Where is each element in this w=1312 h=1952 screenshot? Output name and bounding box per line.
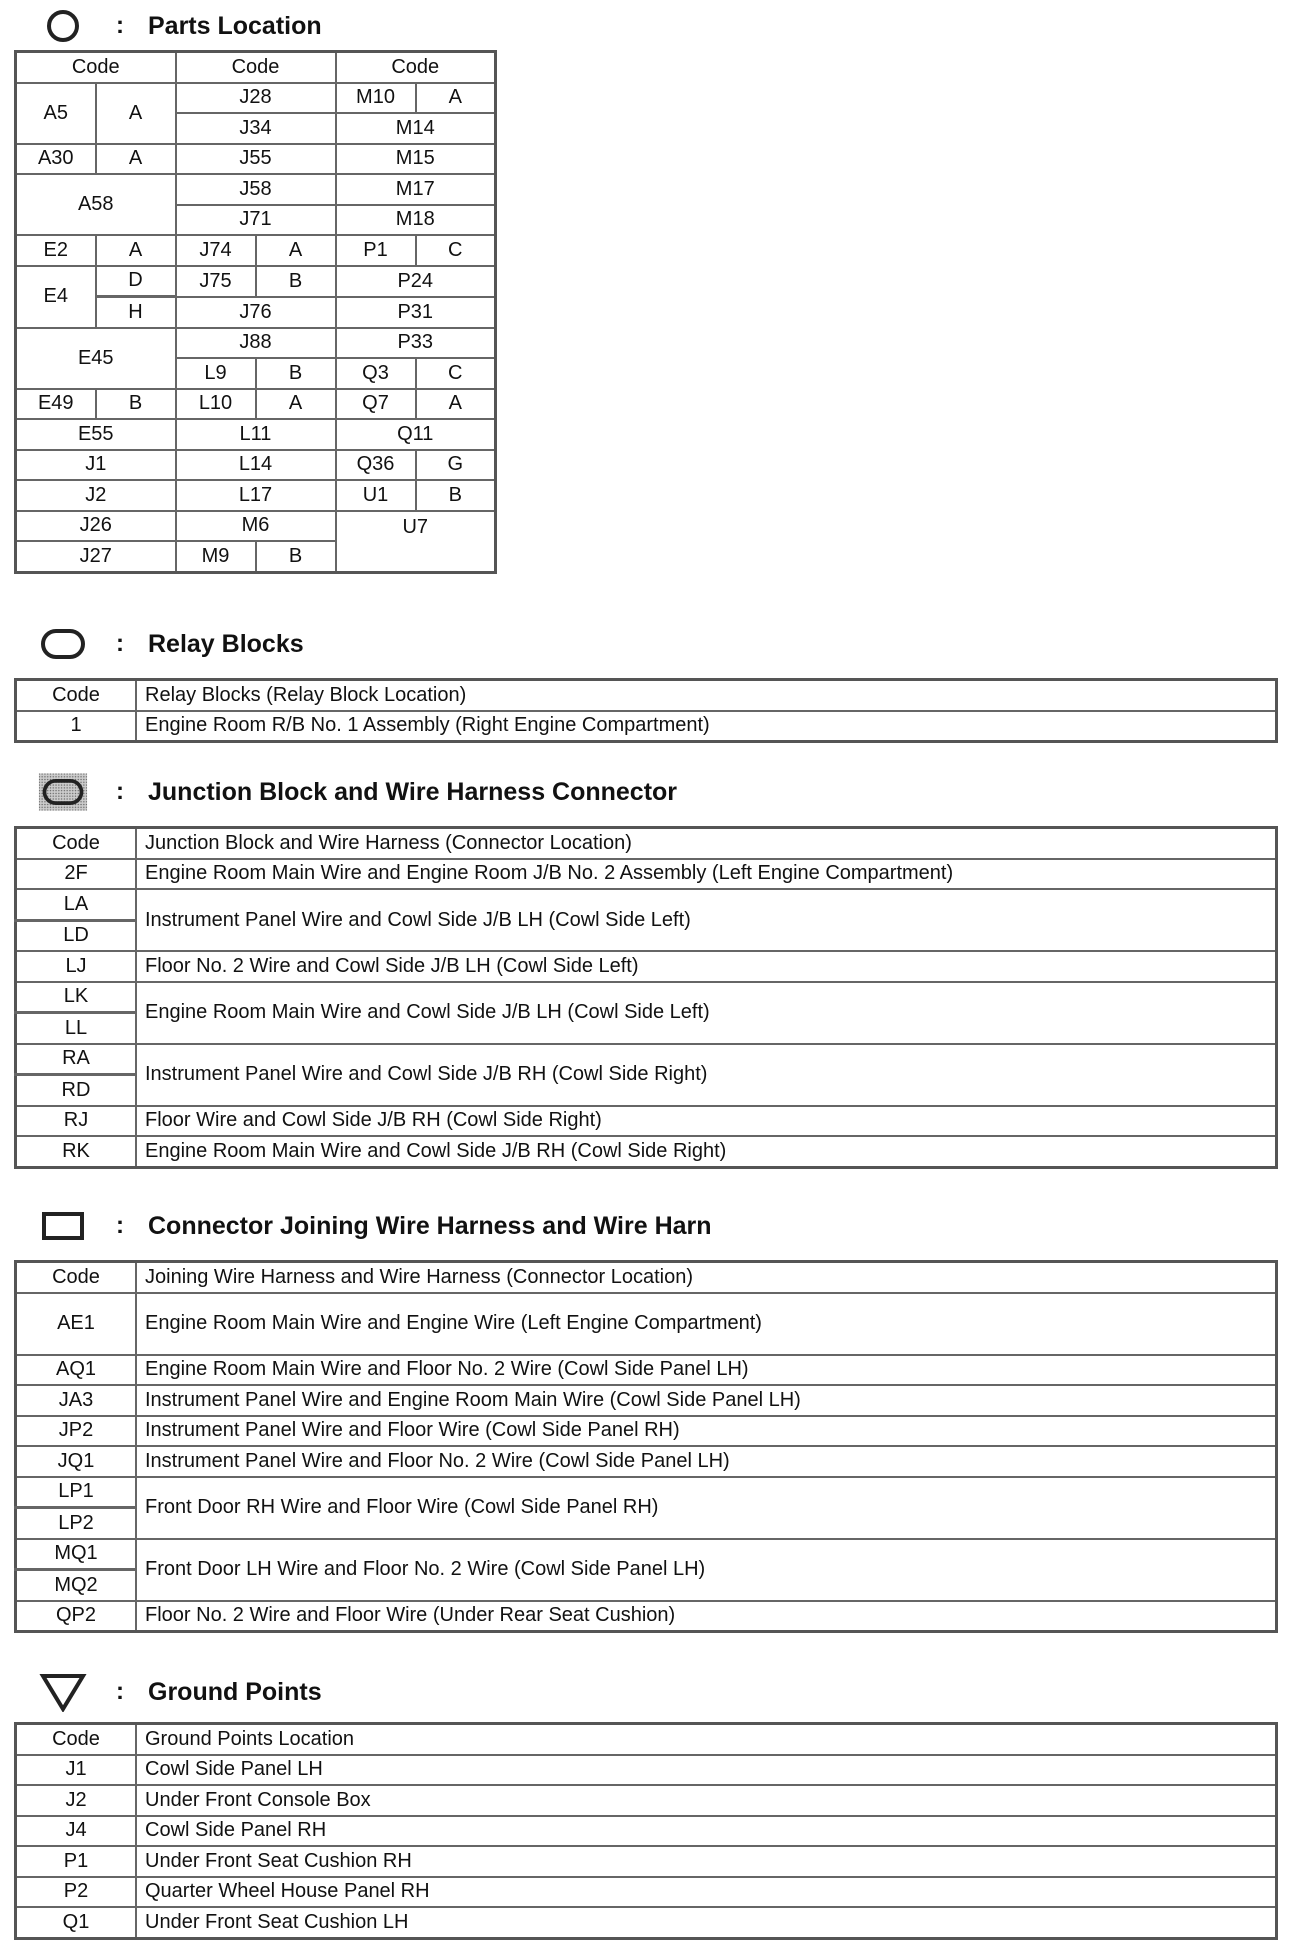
table-row bbox=[16, 828, 1277, 859]
table-row bbox=[16, 680, 1277, 711]
code-cell: JA3 bbox=[16, 1385, 137, 1416]
code-cell: AQ1 bbox=[16, 1355, 137, 1386]
table-row bbox=[16, 1816, 1277, 1847]
sub-code-cell: B bbox=[256, 266, 336, 297]
code-cell: J88 bbox=[176, 328, 336, 359]
description-cell: Under Front Console Box bbox=[136, 1785, 1277, 1816]
description-cell: Instrument Panel Wire and Cowl Side J/B LH (Cowl Side Left) bbox=[136, 889, 1277, 951]
table-row bbox=[16, 1262, 1277, 1293]
table-row bbox=[16, 1477, 1277, 1508]
column-header: Code bbox=[336, 52, 496, 83]
section-title: Junction Block and Wire Harness Connector bbox=[148, 777, 678, 806]
description-cell: Engine Room R/B No. 1 Assembly (Right Engine Compartment) bbox=[136, 711, 1277, 742]
code-cell: Q7 bbox=[336, 389, 416, 420]
connector-joining-table bbox=[14, 1260, 1278, 1633]
description-cell: Engine Room Main Wire and Cowl Side J/B LH (Cowl Side Left) bbox=[136, 982, 1277, 1044]
square-icon bbox=[38, 1206, 88, 1246]
description-cell: Instrument Panel Wire and Floor Wire (Cowl Side Panel RH) bbox=[136, 1416, 1277, 1447]
code-cell: P31 bbox=[336, 297, 496, 328]
code-cell: E49 bbox=[16, 389, 96, 420]
description-cell: Engine Room Main Wire and Engine Wire (Left Engine Compartment) bbox=[136, 1293, 1277, 1355]
description-cell: Cowl Side Panel LH bbox=[136, 1755, 1277, 1786]
code-cell: P33 bbox=[336, 328, 496, 359]
table-row bbox=[16, 83, 496, 114]
table-row bbox=[16, 1044, 1277, 1075]
code-cell: J27 bbox=[16, 541, 176, 572]
description-cell: Floor Wire and Cowl Side J/B RH (Cowl Side Right) bbox=[136, 1106, 1277, 1137]
code-cell: 2F bbox=[16, 859, 137, 890]
sub-code-cell: H bbox=[96, 297, 176, 328]
section-title: Ground Points bbox=[148, 1677, 322, 1706]
code-cell: J76 bbox=[176, 297, 336, 328]
description-cell: Front Door RH Wire and Floor Wire (Cowl Side Panel RH) bbox=[136, 1477, 1277, 1539]
code-cell: Q11 bbox=[336, 419, 496, 450]
column-header: Code bbox=[16, 680, 137, 711]
code-cell: LD bbox=[16, 920, 137, 951]
code-cell: RJ bbox=[16, 1106, 137, 1137]
table-row bbox=[16, 951, 1277, 982]
column-header: Code bbox=[16, 1262, 137, 1293]
heading-colon: : bbox=[116, 630, 124, 657]
code-cell: Q3 bbox=[336, 358, 416, 389]
code-cell: LP2 bbox=[16, 1508, 137, 1539]
sub-code-cell: C bbox=[416, 358, 496, 389]
junction-block-table bbox=[14, 826, 1278, 1169]
code-cell: P2 bbox=[16, 1877, 137, 1908]
sub-code-cell: A bbox=[256, 235, 336, 266]
code-cell: J28 bbox=[176, 83, 336, 114]
description-cell: Under Front Seat Cushion RH bbox=[136, 1846, 1277, 1877]
description-cell: Quarter Wheel House Panel RH bbox=[136, 1877, 1277, 1908]
code-cell: J2 bbox=[16, 480, 176, 511]
code-cell: J71 bbox=[176, 205, 336, 236]
column-header: Relay Blocks (Relay Block Location) bbox=[136, 680, 1277, 711]
code-cell: E4 bbox=[16, 266, 96, 328]
code-cell: M15 bbox=[336, 144, 496, 175]
code-cell: U1 bbox=[336, 480, 416, 511]
code-cell: M9 bbox=[176, 541, 256, 572]
table-row bbox=[16, 1106, 1277, 1137]
description-cell: Cowl Side Panel RH bbox=[136, 1816, 1277, 1847]
sub-code-cell: B bbox=[256, 541, 336, 572]
table-row bbox=[16, 1539, 1277, 1570]
section-title: Parts Location bbox=[148, 11, 322, 40]
sub-code-cell: A bbox=[256, 389, 336, 420]
heading-colon: : bbox=[116, 1212, 124, 1239]
column-header: Code bbox=[16, 1724, 137, 1755]
ground-points-table bbox=[14, 1722, 1278, 1940]
table-row bbox=[16, 480, 496, 511]
heading-colon: : bbox=[116, 778, 124, 805]
sub-code-cell: A bbox=[96, 235, 176, 266]
code-cell: A58 bbox=[16, 174, 176, 235]
ground-points-heading bbox=[38, 1672, 322, 1712]
description-cell: Floor No. 2 Wire and Cowl Side J/B LH (Cowl Side Left) bbox=[136, 951, 1277, 982]
table-row bbox=[16, 144, 496, 175]
code-cell: LA bbox=[16, 889, 137, 920]
code-cell: P1 bbox=[336, 235, 416, 266]
description-cell: Under Front Seat Cushion LH bbox=[136, 1907, 1277, 1938]
sub-code-cell: A bbox=[96, 144, 176, 175]
code-cell: MQ2 bbox=[16, 1570, 137, 1601]
description-cell: Floor No. 2 Wire and Floor Wire (Under Rear Seat Cushion) bbox=[136, 1601, 1277, 1632]
sub-code-cell: B bbox=[416, 480, 496, 511]
table-row bbox=[16, 859, 1277, 890]
table-row bbox=[16, 266, 496, 297]
code-cell: M14 bbox=[336, 113, 496, 144]
description-cell: Engine Room Main Wire and Engine Room J/B No. 2 Assembly (Left Engine Compartment) bbox=[136, 859, 1277, 890]
table-row bbox=[16, 389, 496, 420]
table-row bbox=[16, 52, 496, 83]
table-row bbox=[16, 1846, 1277, 1877]
connector-joining-heading bbox=[38, 1206, 712, 1246]
shaded-rounded-rect-icon bbox=[38, 772, 88, 812]
table-row bbox=[16, 1136, 1277, 1167]
code-cell: AE1 bbox=[16, 1293, 137, 1355]
code-cell: RK bbox=[16, 1136, 137, 1167]
table-row bbox=[16, 1724, 1277, 1755]
description-cell: Instrument Panel Wire and Cowl Side J/B RH (Cowl Side Right) bbox=[136, 1044, 1277, 1106]
code-cell: LL bbox=[16, 1013, 137, 1044]
code-cell: Q1 bbox=[16, 1907, 137, 1938]
code-cell: M17 bbox=[336, 174, 496, 205]
code-cell: A5 bbox=[16, 83, 96, 144]
section-title: Connector Joining Wire Harness and Wire Harn bbox=[148, 1211, 712, 1240]
code-cell: M18 bbox=[336, 205, 496, 236]
code-cell: L10 bbox=[176, 389, 256, 420]
code-cell: JQ1 bbox=[16, 1446, 137, 1477]
circle-icon bbox=[38, 6, 88, 46]
section-title: Relay Blocks bbox=[148, 629, 304, 658]
table-row bbox=[16, 1293, 1277, 1355]
code-cell: E55 bbox=[16, 419, 176, 450]
table-row bbox=[16, 1446, 1277, 1477]
table-row bbox=[16, 235, 496, 266]
code-cell: L11 bbox=[176, 419, 336, 450]
relay-blocks-heading bbox=[38, 624, 304, 664]
table-row bbox=[16, 1355, 1277, 1386]
code-cell: Q36 bbox=[336, 450, 416, 481]
code-cell: U7 bbox=[336, 511, 496, 573]
heading-colon: : bbox=[116, 12, 124, 39]
code-cell: A30 bbox=[16, 144, 96, 175]
column-header: Code bbox=[16, 52, 176, 83]
table-row bbox=[16, 711, 1277, 742]
sub-code-cell: D bbox=[96, 266, 176, 297]
table-row bbox=[16, 1785, 1277, 1816]
sub-code-cell: A bbox=[416, 83, 496, 114]
description-cell: Engine Room Main Wire and Cowl Side J/B RH (Cowl Side Right) bbox=[136, 1136, 1277, 1167]
code-cell: J55 bbox=[176, 144, 336, 175]
code-cell: M6 bbox=[176, 511, 336, 542]
code-cell: J58 bbox=[176, 174, 336, 205]
description-cell: Engine Room Main Wire and Floor No. 2 Wire (Cowl Side Panel LH) bbox=[136, 1355, 1277, 1386]
column-header: Code bbox=[176, 52, 336, 83]
code-cell: LK bbox=[16, 982, 137, 1013]
table-row bbox=[16, 1385, 1277, 1416]
code-cell: P1 bbox=[16, 1846, 137, 1877]
junction-block-heading bbox=[38, 772, 677, 812]
sub-code-cell: B bbox=[96, 389, 176, 420]
table-row bbox=[16, 1601, 1277, 1632]
triangle-down-icon bbox=[38, 1672, 88, 1712]
code-cell: E45 bbox=[16, 328, 176, 389]
sub-code-cell: A bbox=[416, 389, 496, 420]
table-row bbox=[16, 982, 1277, 1013]
parts-location-heading bbox=[38, 6, 322, 46]
sub-code-cell: A bbox=[96, 83, 176, 144]
table-row bbox=[16, 419, 496, 450]
code-cell: JP2 bbox=[16, 1416, 137, 1447]
code-cell: L14 bbox=[176, 450, 336, 481]
code-cell: J74 bbox=[176, 235, 256, 266]
code-cell: J1 bbox=[16, 1755, 137, 1786]
table-row bbox=[16, 1877, 1277, 1908]
rounded-rect-icon bbox=[38, 624, 88, 664]
code-cell: 1 bbox=[16, 711, 137, 742]
code-cell: LJ bbox=[16, 951, 137, 982]
column-header: Joining Wire Harness and Wire Harness (Connector Location) bbox=[136, 1262, 1277, 1293]
description-cell: Instrument Panel Wire and Engine Room Main Wire (Cowl Side Panel LH) bbox=[136, 1385, 1277, 1416]
column-header: Ground Points Location bbox=[136, 1724, 1277, 1755]
code-cell: L9 bbox=[176, 358, 256, 389]
code-cell: LP1 bbox=[16, 1477, 137, 1508]
table-row bbox=[16, 174, 496, 205]
code-cell: J34 bbox=[176, 113, 336, 144]
code-cell: P24 bbox=[336, 266, 496, 297]
table-row bbox=[16, 450, 496, 481]
code-cell: J4 bbox=[16, 1816, 137, 1847]
table-row bbox=[16, 1416, 1277, 1447]
code-cell: M10 bbox=[336, 83, 416, 114]
heading-colon: : bbox=[116, 1678, 124, 1705]
table-row bbox=[16, 1755, 1277, 1786]
code-cell: L17 bbox=[176, 480, 336, 511]
sub-code-cell: B bbox=[256, 358, 336, 389]
relay-blocks-table bbox=[14, 678, 1278, 743]
sub-code-cell: G bbox=[416, 450, 496, 481]
column-header: Junction Block and Wire Harness (Connector Location) bbox=[136, 828, 1277, 859]
table-row bbox=[16, 328, 496, 359]
code-cell: J2 bbox=[16, 1785, 137, 1816]
code-cell: J1 bbox=[16, 450, 176, 481]
table-row bbox=[16, 511, 496, 542]
description-cell: Instrument Panel Wire and Floor No. 2 Wire (Cowl Side Panel LH) bbox=[136, 1446, 1277, 1477]
table-row bbox=[16, 889, 1277, 920]
code-cell: J75 bbox=[176, 266, 256, 297]
code-cell: RD bbox=[16, 1075, 137, 1106]
sub-code-cell: C bbox=[416, 235, 496, 266]
code-cell: E2 bbox=[16, 235, 96, 266]
code-cell: QP2 bbox=[16, 1601, 137, 1632]
code-cell: MQ1 bbox=[16, 1539, 137, 1570]
code-cell: J26 bbox=[16, 511, 176, 542]
description-cell: Front Door LH Wire and Floor No. 2 Wire (Cowl Side Panel LH) bbox=[136, 1539, 1277, 1601]
column-header: Code bbox=[16, 828, 137, 859]
code-cell: RA bbox=[16, 1044, 137, 1075]
parts-location-table bbox=[14, 50, 497, 574]
table-row bbox=[16, 1907, 1277, 1938]
